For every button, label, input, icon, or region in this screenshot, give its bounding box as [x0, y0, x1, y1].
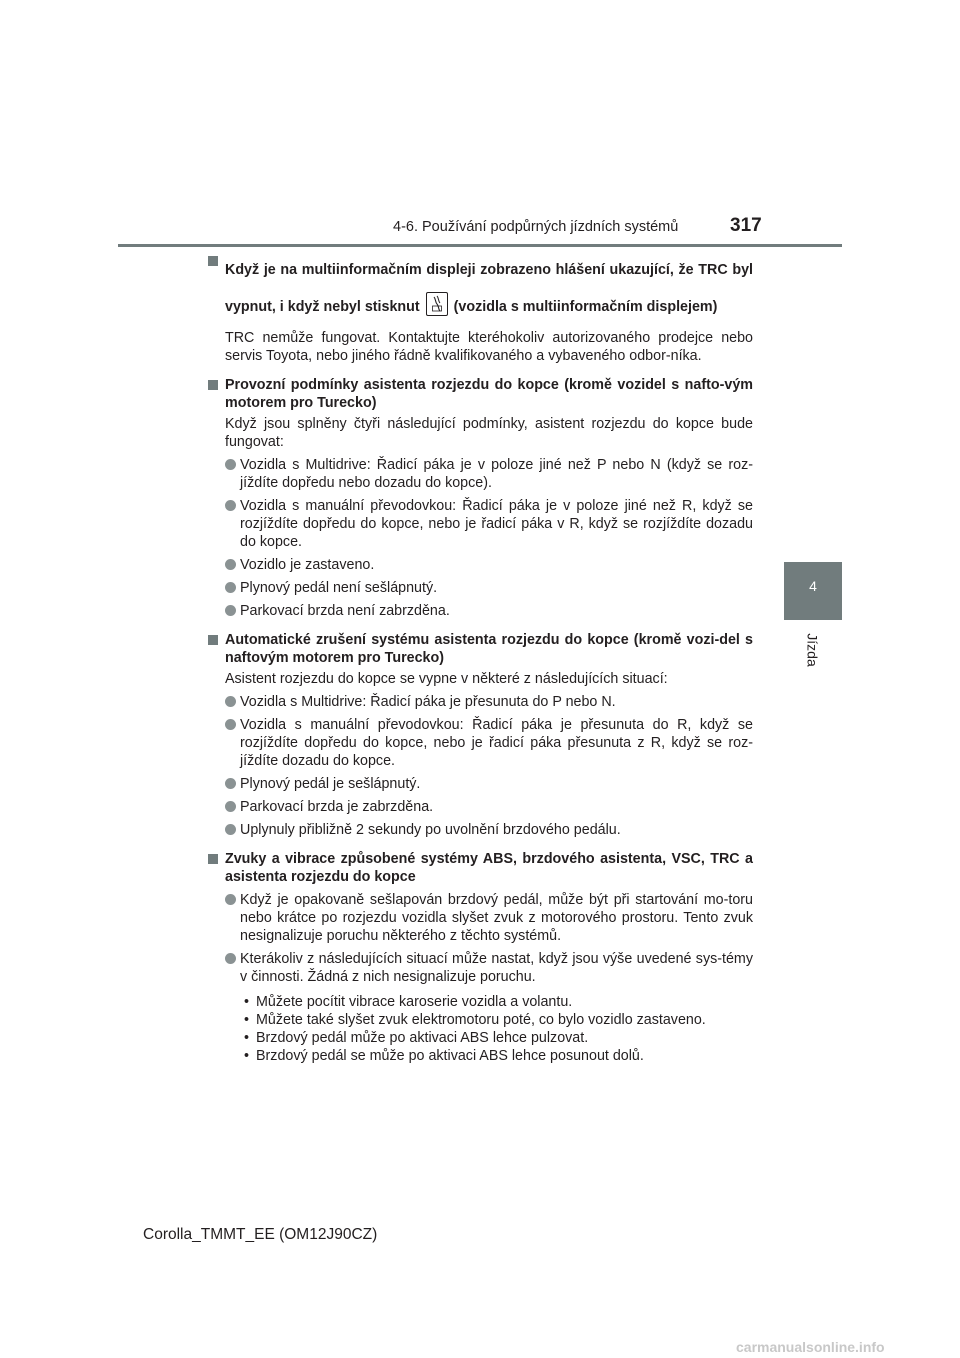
small-bullet-mark: •	[244, 994, 250, 1010]
section-paragraph: TRC nemůže fungovat. Kontaktujte kteréhokoliv autorizovaného prodejce nebo servis Toyota, nebo jiného řádně kvalifikovaného a vybaveného odbor-níka.	[225, 330, 753, 364]
sub-list-item-text: Brzdový pedál může po aktivaci ABS lehce pulzovat.	[256, 1030, 589, 1046]
round-bullet-icon	[225, 500, 236, 511]
round-bullet-icon	[225, 824, 236, 835]
chapter-tab	[784, 562, 842, 620]
list-item	[225, 891, 753, 945]
list-item-text: Parkovací brzda není zabrzděna.	[240, 603, 450, 619]
heading-text-part-1: Když je na multiinformačním displeji zobrazeno hlášení ukazující, že TRC byl vypnut, i když nebyl stisknut	[225, 262, 753, 315]
section-hill-start-conditions	[208, 376, 753, 620]
header-section-title: 4-6. Používání podpůrných jízdních systémů	[393, 219, 679, 235]
square-bullet-icon	[208, 256, 218, 266]
sub-list-item	[240, 1029, 753, 1047]
vsc-off-button-icon	[426, 292, 448, 316]
list-item-text: Vozidla s manuální převodovkou: Řadicí páka je přesunuta do R, když se rozjíždíte dopředu do kopce, nebo je řadicí páka přesunuta z R, když se roz-jíždíte dozadu do kopce.	[240, 717, 753, 769]
list-item-text: Vozidla s Multidrive: Řadicí páka je v poloze jiné než P nebo N (když se roz-jíždíte dopředu nebo dozadu do kopce).	[240, 457, 753, 491]
round-bullet-icon	[225, 605, 236, 616]
section-paragraph: Asistent rozjezdu do kopce se vypne v některé z následujících situací:	[225, 671, 668, 687]
list-item-text: Kterákoliv z následujících situací může nastat, když jsou výše uvedené sys-témy v činnosti. Žádná z nich nesignalizuje poruchu.	[240, 951, 753, 985]
list-item	[225, 716, 753, 770]
round-bullet-icon	[225, 719, 236, 730]
round-bullet-icon	[225, 582, 236, 593]
round-bullet-icon	[225, 894, 236, 905]
heading-text-part-2: (vozidla s multiinformačním displejem)	[453, 299, 718, 315]
round-bullet-icon	[225, 559, 236, 570]
sub-list-item-text: Brzdový pedál se může po aktivaci ABS lehce posunout dolů.	[256, 1048, 644, 1064]
section-hill-start-cancel	[208, 631, 753, 839]
chapter-tab-label	[805, 626, 821, 674]
square-bullet-icon	[208, 635, 218, 645]
section-sounds-vibrations	[208, 850, 753, 1065]
chapter-tab-label-text: Jízda	[805, 633, 821, 667]
sub-list-item	[240, 1011, 753, 1029]
small-bullet-mark: •	[244, 1012, 250, 1028]
list-item	[225, 602, 753, 620]
sub-list-item	[240, 1047, 753, 1065]
section-heading: Provozní podmínky asistenta rozjezdu do kopce (kromě vozidel s nafto-vým motorem pro Turecko)	[225, 377, 753, 411]
square-bullet-icon	[208, 380, 218, 390]
list-item	[225, 775, 753, 793]
list-item-text: Vozidlo je zastaveno.	[240, 557, 375, 573]
list-item	[225, 950, 753, 986]
header-divider	[118, 244, 842, 247]
round-bullet-icon	[225, 801, 236, 812]
sub-list-item-text: Můžete pocítit vibrace karoserie vozidla a volantu.	[256, 994, 573, 1010]
list-item-text: Když je opakovaně sešlapován brzdový pedál, může být při startování mo-toru nebo krátce po rozjezdu vozidla slyšet zvuk z motorového prostoru. Tento zvuk nesignalizuje poruchu některého z těchto systémů.	[240, 892, 753, 944]
small-bullet-mark: •	[244, 1030, 250, 1046]
small-bullet-mark: •	[244, 1048, 250, 1064]
footer-manual-id: Corolla_TMMT_EE (OM12J90CZ)	[143, 1226, 378, 1243]
list-item	[225, 456, 753, 492]
list-item	[225, 693, 753, 711]
round-bullet-icon	[225, 459, 236, 470]
list-item-text: Vozidla s Multidrive: Řadicí páka je přesunuta do P nebo N.	[240, 694, 616, 710]
section-trc-message	[208, 252, 753, 365]
list-item-text: Vozidla s manuální převodovkou: Řadicí páka je v poloze jiné než R, když se rozjíždíte dopředu do kopce, nebo je řadicí páka v R, když se rozjíždíte dozadu do kopce.	[240, 498, 753, 550]
sub-list-item	[240, 993, 753, 1011]
section-heading: Zvuky a vibrace způsobené systémy ABS, brzdového asistenta, VSC, TRC a asistenta rozjezdu do kopce	[225, 851, 753, 885]
list-item-text: Plynový pedál je sešlápnutý.	[240, 776, 421, 792]
round-bullet-icon	[225, 953, 236, 964]
chapter-tab-number: 4	[809, 578, 817, 594]
square-bullet-icon	[208, 854, 218, 864]
list-item	[225, 821, 753, 839]
list-item	[225, 798, 753, 816]
section-heading	[225, 252, 753, 326]
list-item-text: Uplynuly přibližně 2 sekundy po uvolnění brzdového pedálu.	[240, 822, 621, 838]
list-item-text: Parkovací brzda je zabrzděna.	[240, 799, 434, 815]
section-paragraph: Když jsou splněny čtyři následující podmínky, asistent rozjezdu do kopce bude fungovat:	[225, 416, 753, 450]
sub-list	[225, 993, 753, 1065]
list-item	[225, 497, 753, 551]
watermark-text: carmanualsonline.info	[736, 1339, 885, 1355]
list-item	[225, 579, 753, 597]
page-content	[208, 252, 753, 1065]
round-bullet-icon	[225, 778, 236, 789]
page-number: 317	[730, 215, 762, 236]
round-bullet-icon	[225, 696, 236, 707]
list-item-text: Plynový pedál není sešlápnutý.	[240, 580, 438, 596]
section-heading: Automatické zrušení systému asistenta rozjezdu do kopce (kromě vozi-del s naftovým motorem pro Turecko)	[225, 632, 753, 666]
list-item	[225, 556, 753, 574]
sub-list-item-text: Můžete také slyšet zvuk elektromotoru poté, co bylo vozidlo zastaveno.	[256, 1012, 706, 1028]
